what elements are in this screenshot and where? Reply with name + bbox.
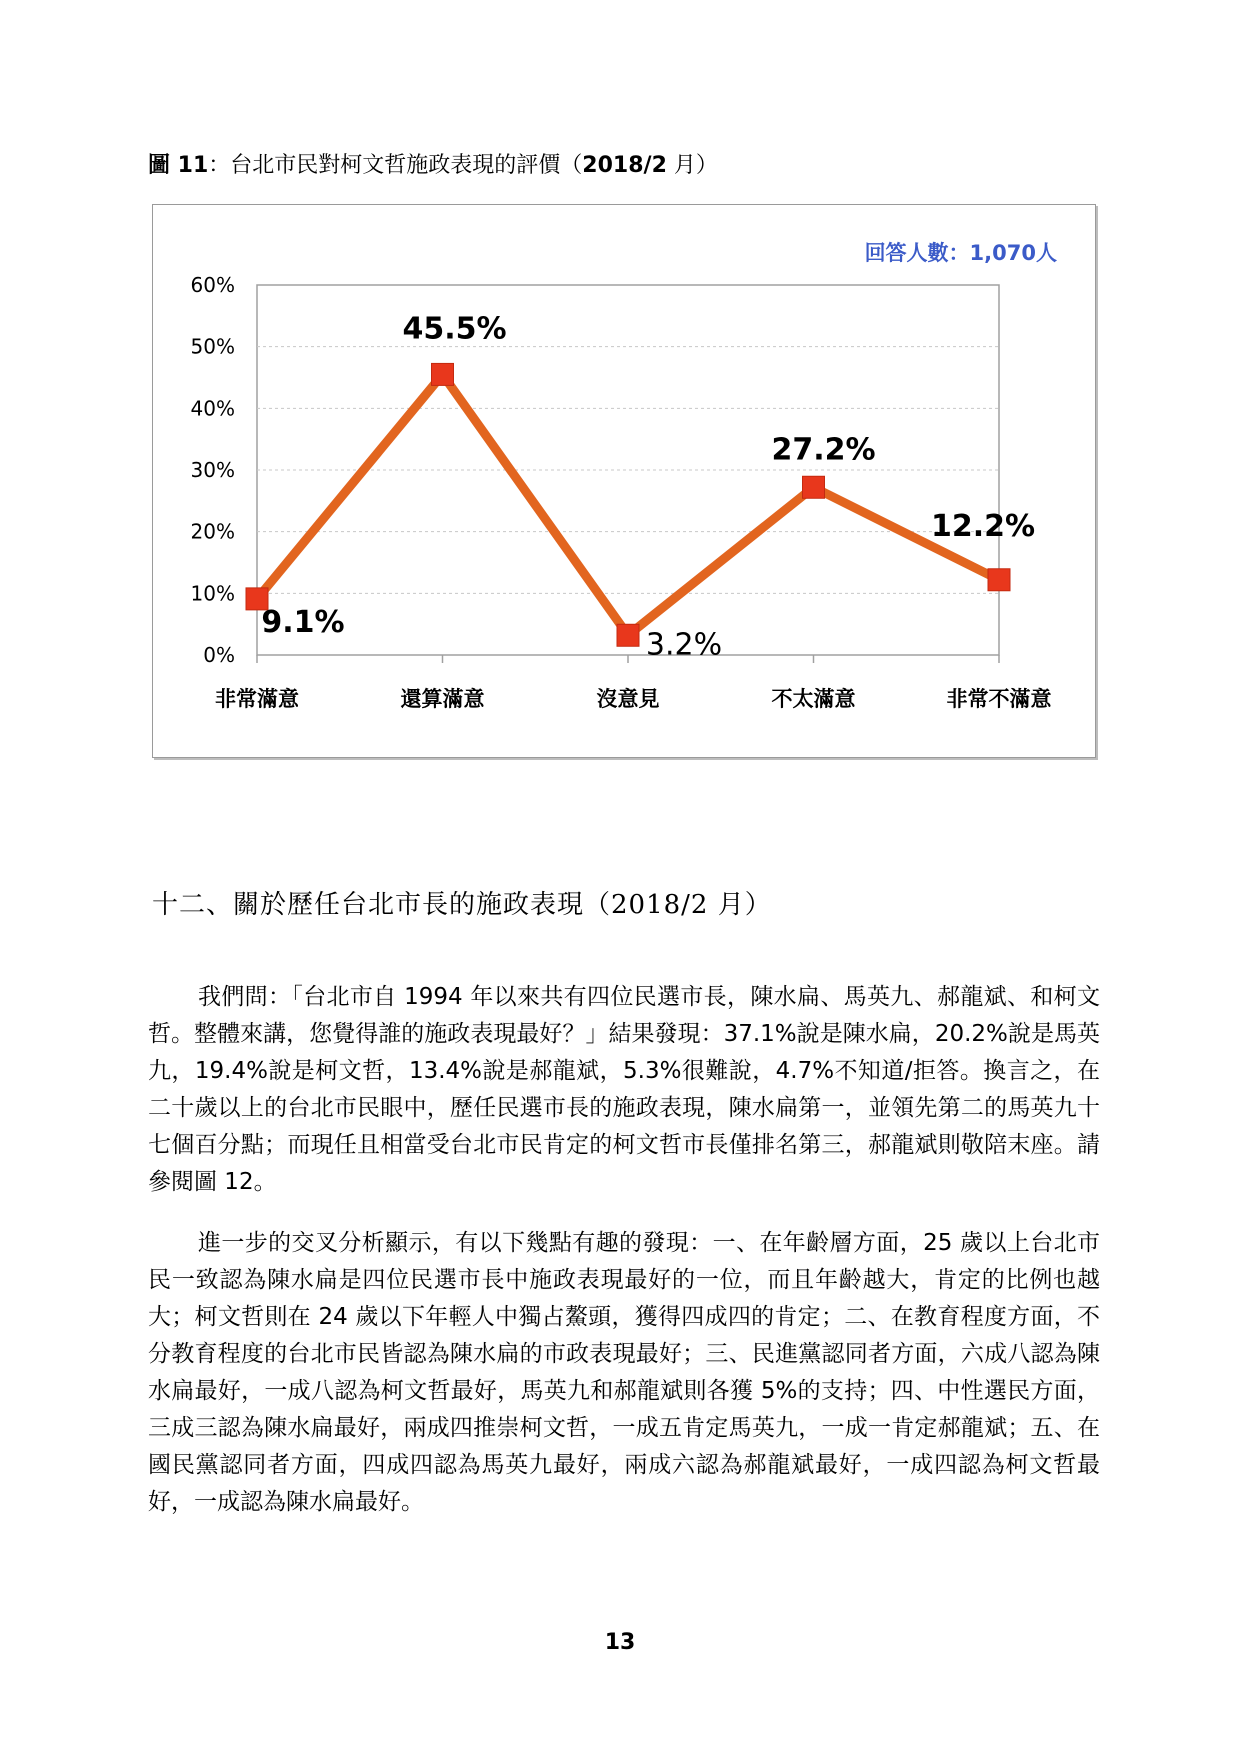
y-tick-label: 40% [190,396,235,421]
y-tick-label: 0% [203,643,235,667]
data-label: 45.5% [402,311,507,347]
figure-caption [148,148,718,179]
category-label: 還算滿意 [400,687,485,711]
category-label: 非常不滿意 [946,687,1052,711]
category-label: 不太滿意 [771,687,856,711]
figure-caption-date: 2018/2 [582,153,667,178]
respondents-note: 回答人數：1,070人 [864,241,1057,265]
data-label: 9.1% [261,604,345,640]
figure-caption-end: 月） [666,153,718,178]
data-label: 3.2% [645,627,723,663]
data-point-marker [432,363,454,385]
paragraph-1: 我們問：「台北市自 1994 年以來共有四位民選市長，陳水扁、馬英九、郝龍斌、和柯文哲。整體來講，您覺得誰的施政表現最好？」結果發現：37.1%說是陳水扁，20.2%說是馬英九，19.4%說是柯文哲，13.4%說是郝龍斌，5.3%很難說，4.7%不知道/拒答。換言之，在二十歲以上的台北市民眼中，歷任民選市長的施政表現，陳水扁第一，並領先第二的馬英九十七個百分點；而現任且相當受台北市民肯定的柯文哲市長僅排名第三，郝龍斌則敬陪末座。請參閱圖 12。 [148,984,1100,1195]
category-label: 沒意見 [596,687,660,711]
series-line [257,374,999,635]
satisfaction-line-chart [153,205,1095,757]
data-point-marker [803,476,825,498]
y-tick-label: 10% [190,581,235,606]
y-tick-label: 20% [190,519,235,544]
chart-frame [152,204,1096,758]
section-title: 十二、關於歷任台北市長的施政表現（2018/2 月） [152,890,772,920]
figure-caption-text: ：台北市民對柯文哲施政表現的評價（ [208,153,583,178]
data-label: 27.2% [771,432,876,468]
paragraph-2: 進一步的交叉分析顯示，有以下幾點有趣的發現：一、在年齡層方面，25 歲以上台北市民一致認為陳水扁是四位民選市長中施政表現最好的一位，而且年齡越大，肯定的比例也越大；柯文哲則在 24 歲以下年輕人中獨占鰲頭，獲得四成四的肯定；二、在教育程度方面，不分教育程度的台北市民皆認為陳水扁的市政表現最好；三、民進黨認同者方面，六成八認為陳水扁最好，一成八認為柯文哲最好，馬英九和郝龍斌則各獲 5%的支持；四、中性選民方面，三成三認為陳水扁最好，兩成四推崇柯文哲，一成五肯定馬英九，一成一肯定郝龍斌；五、在國民黨認同者方面，四成四認為馬英九最好，兩成六認為郝龍斌最好，一成四認為柯文哲最好，一成認為陳水扁最好。 [148,1230,1100,1515]
y-tick-label: 50% [190,334,235,359]
data-label: 12.2% [930,508,1036,544]
y-tick-label: 30% [190,458,235,482]
page-number: 13 [604,1630,636,1655]
category-label: 非常滿意 [215,687,299,711]
y-tick-label: 60% [190,273,235,297]
figure-caption-label: 圖 11 [148,153,209,178]
data-point-marker [988,569,1010,591]
data-point-marker [617,624,639,646]
